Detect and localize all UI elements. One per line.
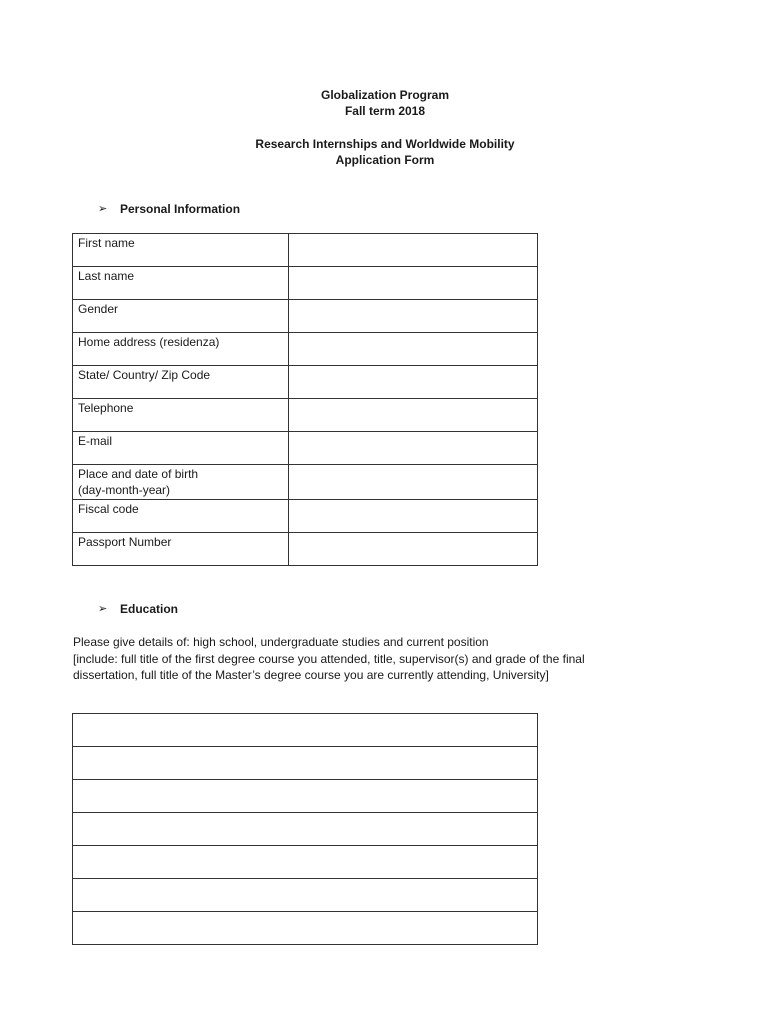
title-block bbox=[0, 87, 770, 119]
table-row bbox=[73, 432, 538, 465]
personal-information-heading bbox=[98, 201, 240, 217]
table-row bbox=[73, 234, 538, 267]
field-label-email: E-mail bbox=[73, 432, 289, 465]
table-row bbox=[73, 912, 538, 945]
table-row bbox=[73, 780, 538, 813]
table-row bbox=[73, 813, 538, 846]
subtitle-block bbox=[0, 136, 770, 168]
field-label-gender: Gender bbox=[73, 300, 289, 333]
table-row bbox=[73, 500, 538, 533]
education-heading bbox=[98, 601, 178, 617]
personal-information-title: Personal Information bbox=[120, 202, 241, 216]
table-row bbox=[73, 300, 538, 333]
field-value-passport-number[interactable] bbox=[289, 533, 538, 566]
table-row bbox=[73, 465, 538, 500]
field-label-first-name: First name bbox=[73, 234, 289, 267]
table-row bbox=[73, 714, 538, 747]
form-name: Application Form bbox=[335, 153, 435, 167]
program-title: Globalization Program bbox=[320, 88, 449, 102]
field-label-place-date-birth: Place and date of birth (day-month-year) bbox=[73, 465, 289, 500]
field-label-state-country-zip: State/ Country/ Zip Code bbox=[73, 366, 289, 399]
education-entry-cell[interactable] bbox=[73, 846, 538, 879]
subtitle: Research Internships and Worldwide Mobility bbox=[255, 137, 515, 151]
table-row bbox=[73, 846, 538, 879]
education-entry-cell[interactable] bbox=[73, 879, 538, 912]
field-label-passport-number: Passport Number bbox=[73, 533, 289, 566]
table-row bbox=[73, 333, 538, 366]
education-title: Education bbox=[120, 602, 179, 616]
education-instructions bbox=[73, 634, 673, 684]
field-label-last-name: Last name bbox=[73, 267, 289, 300]
education-entry-cell[interactable] bbox=[73, 747, 538, 780]
instruction-line: dissertation, full title of the Master’s degree course you are currently attending, University] bbox=[73, 668, 549, 682]
instruction-line: Please give details of: high school, undergraduate studies and current position bbox=[73, 635, 489, 649]
term-title: Fall term 2018 bbox=[344, 104, 426, 118]
field-value-email[interactable] bbox=[289, 432, 538, 465]
table-row bbox=[73, 399, 538, 432]
field-value-first-name[interactable] bbox=[289, 234, 538, 267]
table-row bbox=[73, 366, 538, 399]
education-entry-cell[interactable] bbox=[73, 912, 538, 945]
field-value-place-date-birth[interactable] bbox=[289, 465, 538, 500]
field-value-state-country-zip[interactable] bbox=[289, 366, 538, 399]
field-value-last-name[interactable] bbox=[289, 267, 538, 300]
education-entry-cell[interactable] bbox=[73, 780, 538, 813]
instruction-line: [include: full title of the first degree course you attended, title, supervisor(s) and grade of the final bbox=[73, 651, 585, 666]
table-row bbox=[73, 879, 538, 912]
personal-information-table bbox=[72, 233, 538, 566]
field-value-telephone[interactable] bbox=[289, 399, 538, 432]
field-value-gender[interactable] bbox=[289, 300, 538, 333]
field-value-home-address[interactable] bbox=[289, 333, 538, 366]
arrow-bullet-icon: ➢ bbox=[98, 203, 108, 215]
education-entry-cell[interactable] bbox=[73, 714, 538, 747]
field-value-fiscal-code[interactable] bbox=[289, 500, 538, 533]
table-row bbox=[73, 533, 538, 566]
arrow-bullet-icon: ➢ bbox=[98, 603, 108, 615]
table-row bbox=[73, 747, 538, 780]
field-label-telephone: Telephone bbox=[73, 399, 289, 432]
field-label-home-address: Home address (residenza) bbox=[73, 333, 289, 366]
table-row bbox=[73, 267, 538, 300]
education-table bbox=[72, 713, 538, 945]
education-entry-cell[interactable] bbox=[73, 813, 538, 846]
field-label-fiscal-code: Fiscal code bbox=[73, 500, 289, 533]
